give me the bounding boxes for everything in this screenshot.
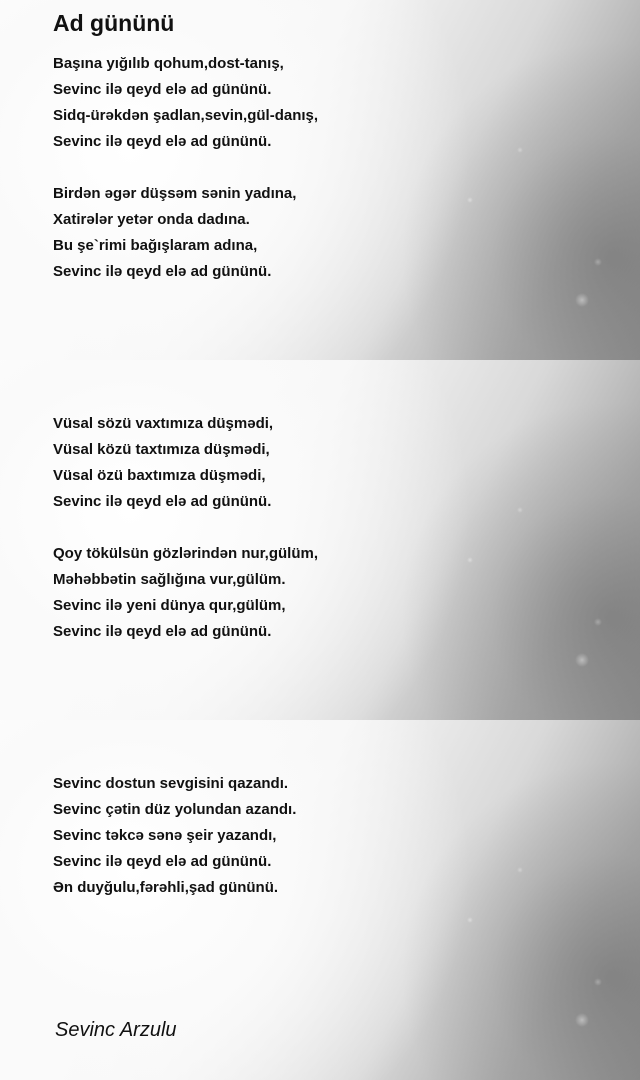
- poem-line: Sevinc ilə qeyd elə ad gününü.: [53, 853, 272, 870]
- poem-line: Vüsal sözü vaxtımıza düşmədi,: [53, 415, 274, 432]
- poem-line: Ən duyğulu,fərəhli,şad gününü.: [53, 879, 279, 896]
- stanza-2: [53, 181, 296, 285]
- poem-line: Sevinc ilə qeyd elə ad gününü.: [53, 263, 272, 280]
- poem-line: Sevinc ilə qeyd elə ad gününü.: [53, 493, 272, 510]
- stanza-4: [53, 541, 318, 645]
- stanza-3: [53, 411, 273, 515]
- poem-line: Sevinc çətin düz yolundan azandı.: [53, 801, 297, 818]
- poem-line: Sidq-ürəkdən şadlan,sevin,gül-danış,: [53, 107, 319, 124]
- stanza-1: [53, 51, 318, 155]
- poem-line: Qoy tökülsün gözlərindən nur,gülüm,: [53, 545, 319, 562]
- poem-line: Başına yığılıb qohum,dost-tanış,: [53, 55, 284, 72]
- author-name: Sevinc Arzulu: [55, 1019, 177, 1041]
- poem-line: Vüsal özü baxtımıza düşmədi,: [53, 467, 266, 484]
- poem-line: Sevinc ilə qeyd elə ad gününü.: [53, 133, 272, 150]
- poem-title: Ad gününü: [53, 10, 175, 36]
- poem-line: Məhəbbətin sağlığına vur,gülüm.: [53, 571, 286, 588]
- poem-line: Sevinc ilə qeyd elə ad gününü.: [53, 81, 272, 98]
- poem-line: Bu şe`rimi bağışlaram adına,: [53, 237, 258, 254]
- poem-line: Sevinc təkcə sənə şeir yazandı,: [53, 827, 277, 844]
- poem-line: Sevinc dostun sevgisini qazandı.: [53, 775, 289, 792]
- poem-line: Sevinc ilə qeyd elə ad gününü.: [53, 623, 272, 640]
- poem-line: Vüsal közü taxtımıza düşmədi,: [53, 441, 270, 458]
- poem-line: Xatirələr yetər onda dadına.: [53, 211, 250, 228]
- stanza-5: [53, 771, 296, 901]
- poem-line: Birdən əgər düşsəm sənin yadına,: [53, 185, 297, 202]
- poem-line: Sevinc ilə yeni dünya qur,gülüm,: [53, 597, 286, 614]
